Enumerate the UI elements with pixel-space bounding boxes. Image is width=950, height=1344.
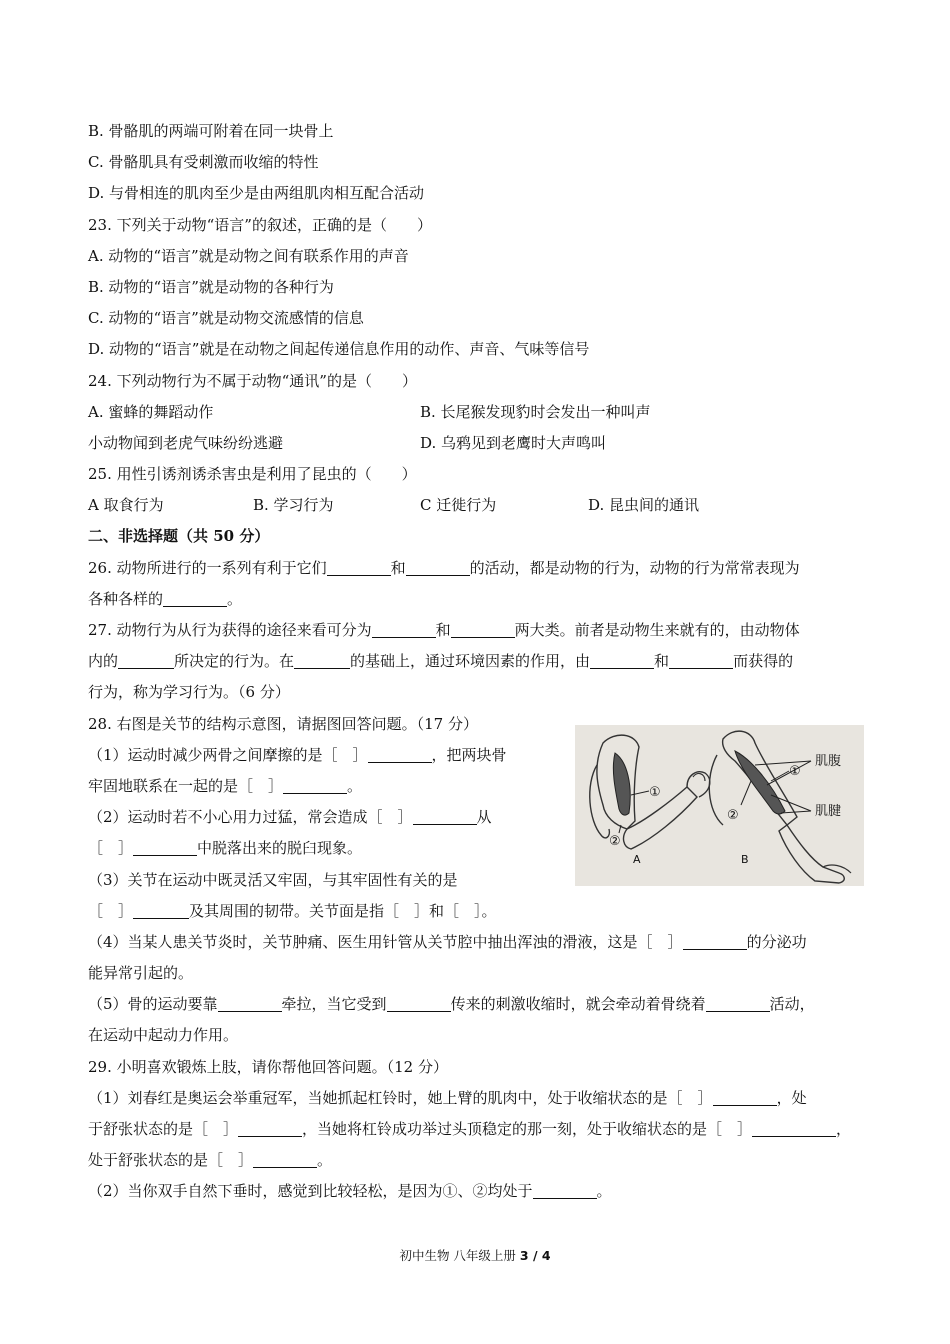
answer-blank[interactable]	[368, 744, 432, 763]
figure-label-b: B	[741, 853, 749, 866]
q22-option-d: D. 与骨相连的肌肉至少是由两组肌肉相互配合活动	[88, 184, 425, 203]
figure-b-tendon-leader	[781, 811, 811, 813]
q27-text: 和	[435, 621, 451, 639]
figure-a-mark-2: ②	[609, 834, 621, 849]
arm-diagram	[575, 725, 864, 886]
q28-text: 的分泌功	[746, 932, 807, 951]
q26-text: 的活动，都是动物的行为，动物的行为常常表现为	[469, 558, 800, 577]
q26-text: 和	[390, 558, 406, 577]
q28-text: ［ ］	[88, 839, 134, 858]
section-heading: 二、非选择题（共 50 分）	[88, 527, 270, 546]
q28-part-1-line-1	[88, 740, 563, 771]
answer-blank[interactable]	[133, 837, 197, 856]
answer-blank[interactable]	[327, 557, 391, 576]
answer-blank[interactable]	[387, 993, 451, 1012]
answer-blank[interactable]	[752, 1118, 836, 1137]
q24-option-b: B. 长尾猴发现豹时会发出一种叫声	[420, 402, 651, 421]
q28-text: 及其周围的韧带。关节面是指［ ］和［ ］。	[189, 901, 497, 920]
q28-part-2-line-1	[88, 802, 563, 833]
q27-text: 所决定的行为。在	[174, 652, 295, 671]
q29-text: （2）当你双手自然下垂时，感觉到比较轻松，是因为①、②均处于	[88, 1182, 533, 1201]
answer-blank[interactable]	[283, 775, 347, 794]
figure-b-mark-2: ②	[727, 808, 739, 823]
answer-blank[interactable]	[669, 650, 733, 669]
q23-option-c: C. 动物的“语言”就是动物交流感情的信息	[88, 309, 364, 328]
q24-option-c: 小动物闻到老虎气味纷纷逃避	[88, 433, 284, 452]
q28-text: 活动，	[769, 995, 815, 1014]
q27-text: 和	[654, 652, 670, 671]
q29-text: ，处	[776, 1088, 807, 1107]
q26-line-1	[88, 553, 873, 584]
answer-blank[interactable]	[294, 650, 350, 669]
q27-text: 而获得的	[733, 652, 794, 671]
q29-text: （1）刘春红是奥运会举重冠军，当她抓起杠铃时，她上臂的肌肉中，处于收缩状态的是［ ］	[88, 1088, 713, 1107]
figure-b-mark-2-leader	[741, 781, 751, 805]
q29-text: 处于舒张状态的是［ ］	[88, 1151, 254, 1170]
footer-text: 初中生物 八年级上册	[399, 1248, 520, 1263]
q25-stem: 25. 用性引诱剂诱杀害虫是利用了昆虫的（ ）	[88, 465, 417, 484]
q28-part-5-line-1	[88, 989, 873, 1020]
figure-b-shoulder	[709, 755, 723, 825]
q29-text: 。	[596, 1182, 612, 1201]
exam-page	[88, 116, 873, 1208]
answer-blank[interactable]	[451, 619, 515, 638]
q29-part-1-line-3	[88, 1145, 873, 1176]
q24-option-d: D. 乌鸦见到老鹰时大声鸣叫	[420, 433, 607, 452]
q28-text: 从	[476, 808, 492, 827]
q24-stem: 24. 下列动物行为不属于动物“通讯”的是（ ）	[88, 371, 417, 390]
q26-line-2	[88, 584, 873, 615]
q28-stem: 28. 右图是关节的结构示意图，请据图回答问题。（17 分）	[88, 714, 478, 733]
q28-text: 牢固地联系在一起的是［ ］	[88, 776, 284, 795]
q27-line-3: 行为，称为学习行为。（6 分）	[88, 683, 290, 702]
q22-option-c: C. 骨骼肌具有受刺激而收缩的特性	[88, 153, 319, 172]
q24-option-a: A. 蜜蜂的舞蹈动作	[88, 402, 214, 421]
q28-text: （1）运动时减少两骨之间摩擦的是［ ］	[88, 745, 368, 764]
q28-text: 中脱落出来的脱臼现象。	[197, 839, 363, 858]
q25-option-d: D. 昆虫间的通讯	[588, 496, 700, 515]
q28-part-4-line-2: 能异常引起的。	[88, 964, 194, 983]
q29-stem: 29. 小明喜欢锻炼上肢，请你帮他回答问题。（12 分）	[88, 1057, 448, 1076]
answer-blank[interactable]	[372, 619, 436, 638]
figure-a-fist	[693, 774, 705, 781]
q29-part-2	[88, 1176, 873, 1207]
label-muscle-belly: 肌腹	[815, 754, 842, 769]
answer-blank[interactable]	[533, 1180, 597, 1199]
answer-blank[interactable]	[133, 900, 189, 919]
q26-text: 26. 动物所进行的一系列有利于它们	[88, 558, 327, 577]
label-tendon: 肌腱	[815, 804, 842, 819]
q28-text: （5）骨的运动要靠	[88, 995, 218, 1014]
q28-text: ［ ］	[88, 901, 134, 920]
figure-b-forearm	[779, 825, 844, 883]
q25-option-a: A 取食行为	[88, 496, 164, 515]
q28-part-1-line-2	[88, 771, 563, 802]
q25-option-c: C 迁徙行为	[420, 496, 497, 515]
q28-text: （4）当某人患关节炎时，关节肿痛、医生用针管从关节腔中抽出浑浊的滑液，这是［ ］	[88, 932, 683, 951]
q28-part-4-line-1	[88, 927, 873, 958]
q27-line-2	[88, 646, 873, 677]
answer-blank[interactable]	[118, 650, 174, 669]
q29-part-1-line-1	[88, 1083, 873, 1114]
q29-text: ，	[836, 1120, 852, 1138]
q29-part-1-line-2	[88, 1114, 873, 1145]
q28-part-3-line-1: （3）关节在运动中既灵活又牢固，与其牢固性有关的是	[88, 870, 458, 889]
q23-option-d: D. 动物的“语言”就是在动物之间起传递信息作用的动作、声音、气味等信号	[88, 340, 590, 359]
q28-text: ，把两块骨	[431, 745, 507, 764]
q28-text: 传来的刺激收缩时，就会牵动着骨绕着	[450, 995, 706, 1014]
q27-text: 两大类。前者是动物生来就有的，由动物体	[514, 621, 800, 639]
figure-label-a: A	[633, 853, 641, 866]
q25-options	[88, 490, 873, 521]
q25-option-b: B. 学习行为	[253, 496, 334, 515]
q24-row-1	[88, 397, 873, 428]
answer-blank[interactable]	[253, 1149, 317, 1168]
q23-stem: 23. 下列关于动物“语言”的叙述，正确的是（ ）	[88, 215, 432, 234]
answer-blank[interactable]	[590, 650, 654, 669]
q28-part-3-line-2	[88, 896, 873, 927]
page-footer	[0, 1246, 950, 1264]
q27-text: 内的	[88, 652, 119, 671]
answer-blank[interactable]	[706, 993, 770, 1012]
answer-blank[interactable]	[218, 993, 282, 1012]
answer-blank[interactable]	[406, 557, 470, 576]
answer-blank[interactable]	[238, 1118, 302, 1137]
q24-row-2	[88, 428, 873, 459]
q29-text: 。	[317, 1151, 333, 1170]
q22-option-b: B. 骨骼肌的两端可附着在同一块骨上	[88, 122, 334, 140]
q28-text: 牵拉，当它受到	[281, 995, 387, 1014]
q28-part-5-line-2: 在运动中起动力作用。	[88, 1026, 239, 1045]
q23-option-b: B. 动物的“语言”就是动物的各种行为	[88, 277, 334, 296]
arm-muscle-figure	[575, 725, 864, 886]
figure-a-hand	[687, 772, 710, 797]
q28-part-2-line-2	[88, 833, 563, 864]
q28-text: 。	[347, 776, 363, 795]
q27-text: 的基础上，通过环境因素的作用，由	[350, 652, 591, 671]
figure-b-belly-leader	[755, 761, 811, 765]
answer-blank[interactable]	[163, 588, 227, 607]
q26-text: 各种各样的	[88, 589, 164, 608]
footer-page-number: 3 / 4	[519, 1248, 551, 1263]
q27-line-1	[88, 615, 873, 646]
figure-b-mark-1: ①	[789, 764, 801, 779]
q29-text: 于舒张状态的是［ ］	[88, 1120, 239, 1138]
q29-text: ，当她将杠铃成功举过头顶稳定的那一刻，处于收缩状态的是［ ］	[302, 1120, 753, 1138]
q26-text: 。	[227, 589, 243, 608]
q28-text: （2）运动时若不小心用力过猛，常会造成［ ］	[88, 808, 413, 827]
answer-blank[interactable]	[683, 931, 747, 950]
q23-option-a: A. 动物的“语言”就是动物之间有联系作用的声音	[88, 246, 409, 265]
figure-a-shoulder	[590, 765, 610, 838]
figure-a-biceps	[613, 753, 630, 815]
answer-blank[interactable]	[713, 1087, 777, 1106]
figure-a-mark-1: ①	[649, 785, 661, 800]
answer-blank[interactable]	[413, 806, 477, 825]
q27-text: 27. 动物行为从行为获得的途径来看可分为	[88, 621, 372, 639]
